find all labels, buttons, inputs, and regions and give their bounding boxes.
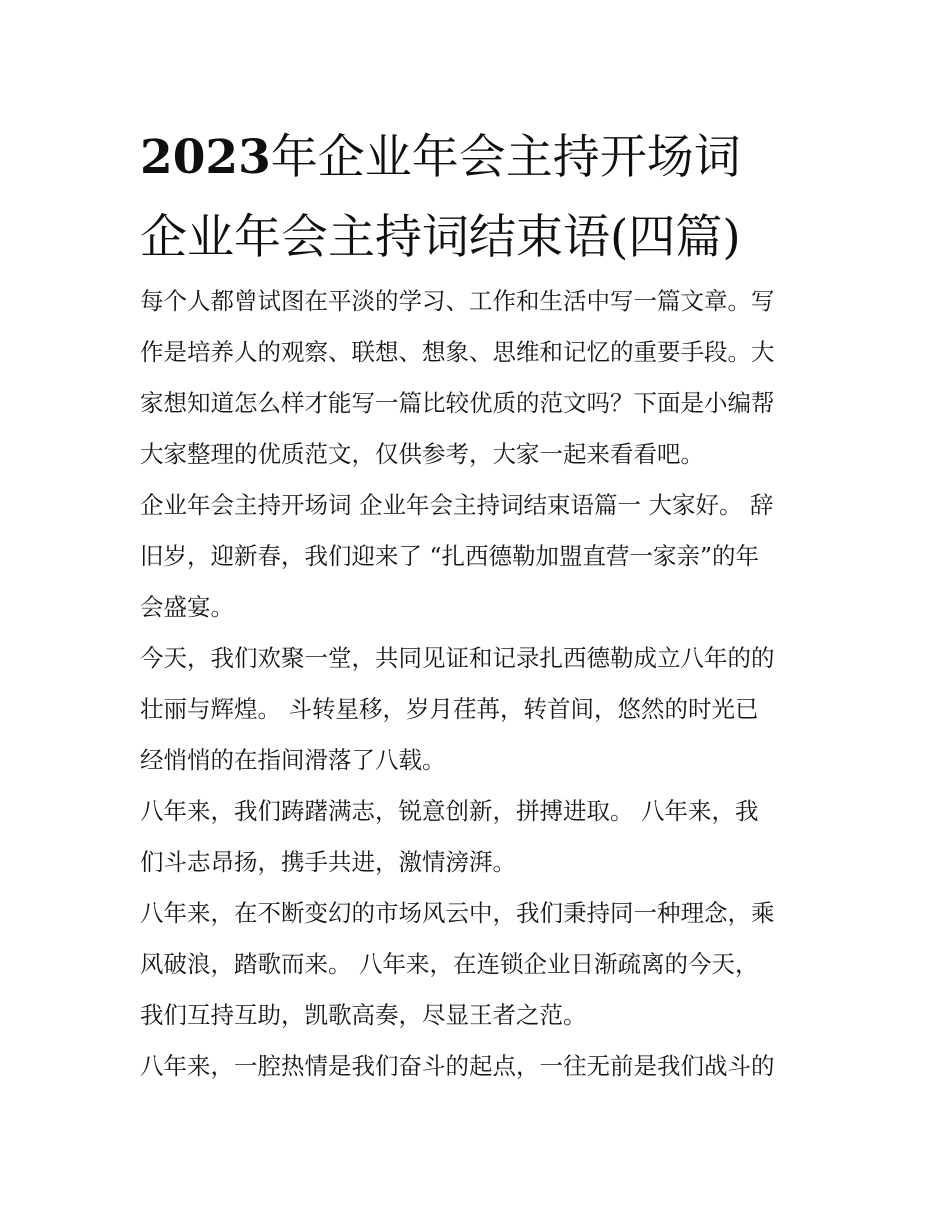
text-line: 旧岁，迎新春，我们迎来了 “扎西德勒加盟直营一家亲”的年 xyxy=(140,542,759,570)
text-line: 我们互持互助，凯歌高奏，尽显王者之范。 xyxy=(140,1001,587,1029)
text-line: 经悄悄的在指间滑落了八载。 xyxy=(140,746,446,774)
text-line: 会盛宴。 xyxy=(140,593,234,621)
text-line: 壮丽与辉煌。 斗转星移，岁月荏苒，转首间，悠然的时光已 xyxy=(140,695,759,723)
text-line: 家想知道怎么样才能写一篇比较优质的范文吗？下面是小编帮 xyxy=(140,389,775,417)
title-line-1 xyxy=(140,118,820,198)
text-line: 八年来，我们踌躇满志，锐意创新，拼搏进取。 八年来，我 xyxy=(140,797,759,825)
title-line-2: 企业年会主持词结束语(四篇) xyxy=(140,210,741,265)
text-line: 大家整理的优质范文，仅供参考，大家一起来看看吧。 xyxy=(140,440,704,468)
text-line: 风破浪，踏歌而来。 八年来，在连锁企业日渐疏离的今天， xyxy=(140,950,759,978)
title-year: 2023 xyxy=(140,130,271,185)
text-line: 八年来，在不断变幻的市场风云中，我们秉持同一种理念，乘 xyxy=(140,899,775,927)
text-line: 每个人都曾试图在平淡的学习、工作和生活中写一篇文章。写 xyxy=(140,287,775,315)
text-line: 作是培养人的观察、联想、想象、思维和记忆的重要手段。大 xyxy=(140,338,775,366)
paragraph-eight-years-3 xyxy=(140,1041,820,1092)
text-line: 们斗志昂扬，携手共进，激情滂湃。 xyxy=(140,848,516,876)
paragraph-opening xyxy=(140,480,820,633)
text-line: 八年来，一腔热情是我们奋斗的起点，一往无前是我们战斗的 xyxy=(140,1052,775,1080)
paragraph-today xyxy=(140,633,820,786)
paragraph-intro xyxy=(140,276,820,480)
title-line-1-text: 年企业年会主持开场词 xyxy=(270,130,741,185)
text-line: 企业年会主持开场词 企业年会主持词结束语篇一 大家好。 辞 xyxy=(140,491,774,519)
document-body xyxy=(140,276,820,1092)
paragraph-eight-years-1 xyxy=(140,786,820,888)
text-line: 今天，我们欢聚一堂，共同见证和记录扎西德勒成立八年的的 xyxy=(140,644,775,672)
document-title xyxy=(140,118,820,278)
paragraph-eight-years-2 xyxy=(140,888,820,1041)
